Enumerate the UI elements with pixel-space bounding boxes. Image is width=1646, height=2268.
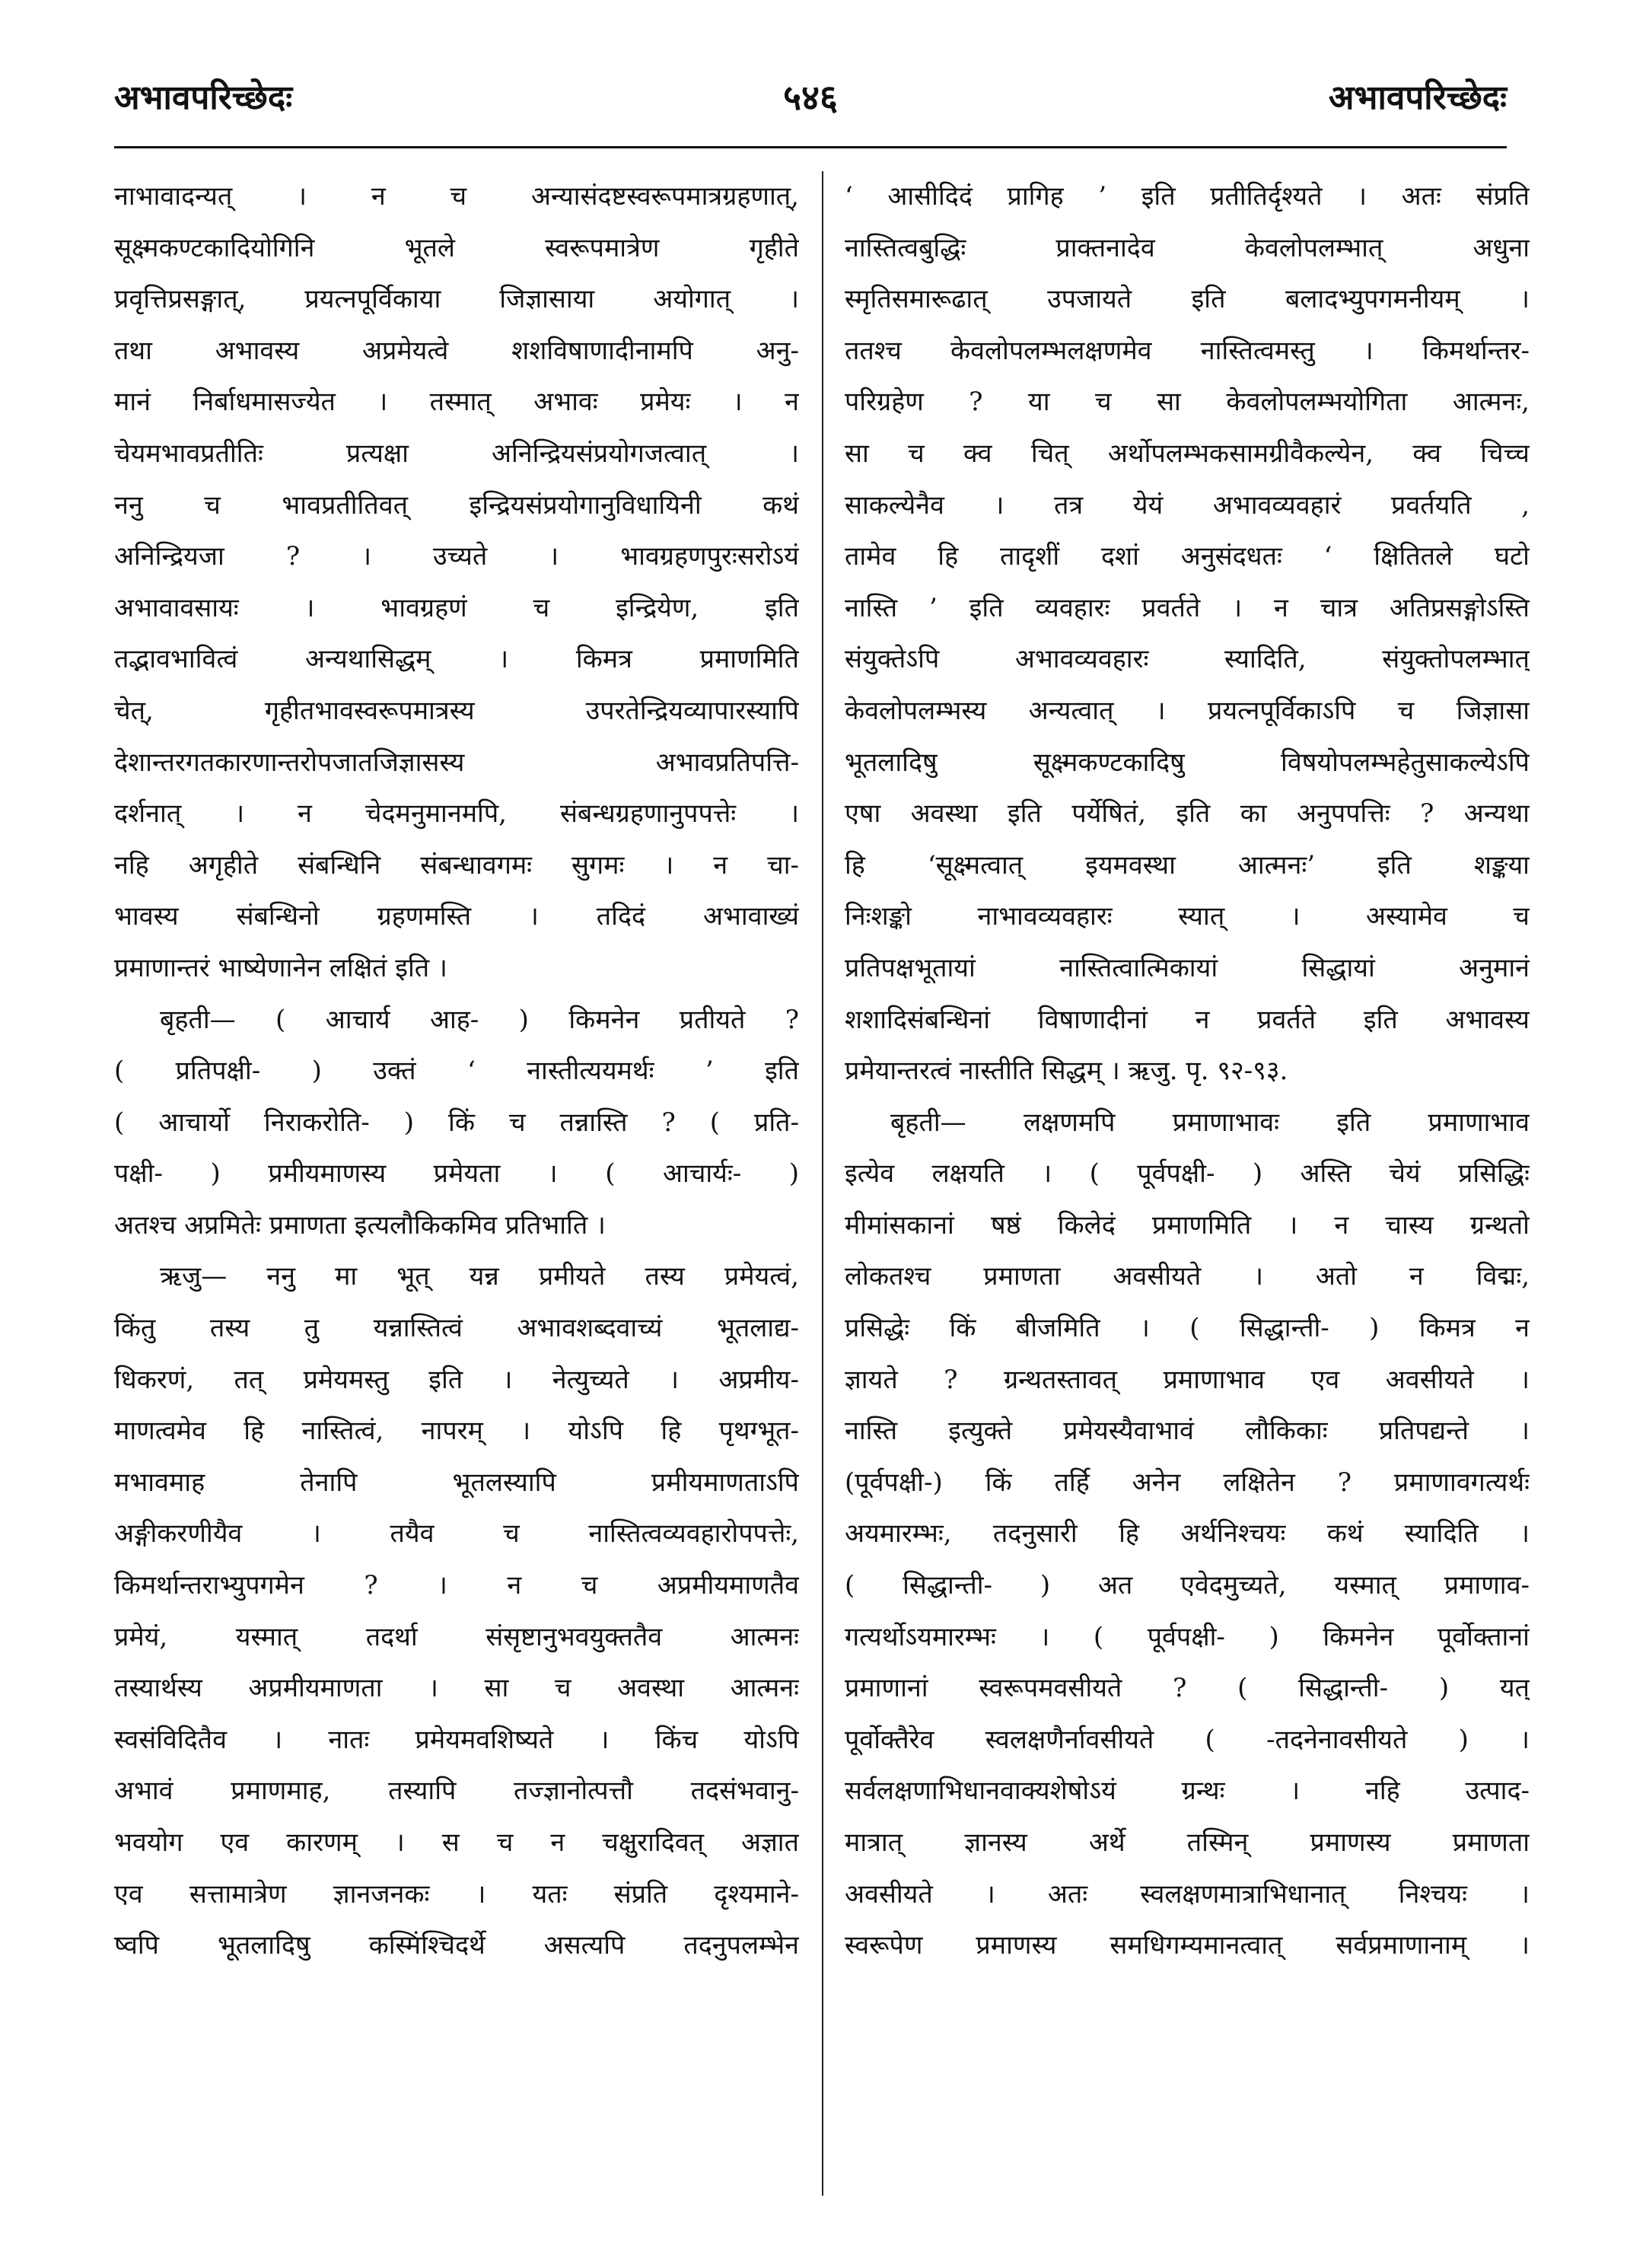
text-line: सूक्ष्मकण्टकादियोगिनि भूतले स्वरूपमात्रेण गृहीते — [114, 232, 799, 263]
text-line: माणत्वमेव हि नास्तित्वं, नापरम् । योऽपि हि पृथग्भूत- — [114, 1416, 799, 1447]
text-line: साकल्येनैव । तत्र येयं अभावव्यवहारं प्रवर्तयति , — [845, 489, 1530, 521]
text-line: लोकतश्च प्रमाणता अवसीयते । अतो न विद्मः, — [845, 1261, 1530, 1292]
text-line: चेत्, गृहीतभावस्वरूपमात्रस्य उपरतेन्द्रियव्यापारस्यापि — [114, 695, 799, 726]
text-line: एषा अवस्था इति पर्येषितं, इति का अनुपपत्तिः ? अन्यथा — [845, 798, 1530, 830]
text-line: निःशङ्को नाभावव्यवहारः स्यात् । अस्यामेव च — [845, 901, 1530, 932]
text-line: प्रमाणानां स्वरूपमवसीयते ? ( सिद्धान्ती- ) यत् — [845, 1673, 1530, 1704]
text-line: परिग्रहेण ? या च सा केवलोपलम्भयोगिता आत्मनः, — [845, 387, 1530, 418]
text-line: भूतलादिषु सूक्ष्मकण्टकादिषु विषयोपलम्भहेतुसाकल्येऽपि — [845, 747, 1530, 778]
text-line: नाभावादन्यत् । न च अन्यासंदष्टस्वरूपमात्रग्रहणात्, — [114, 181, 799, 212]
text-line: ‘ आसीदिदं प्रागिह ’ इति प्रतीतिर्दृश्यते । अतः संप्रति — [845, 181, 1530, 212]
text-line: एव सत्तामात्रेण ज्ञानजनकः । यतः संप्रति दृश्यमाने- — [114, 1878, 799, 1910]
text-line: प्रवृत्तिप्रसङ्गात्, प्रयत्नपूर्विकाया जिज्ञासाया अयोगात् । — [114, 284, 799, 315]
text-line: देशान्तरगतकारणान्तरोपजातजिज्ञासस्य अभावप्रतिपत्ति- — [114, 747, 799, 778]
text-line: मभावमाह तेनापि भूतलस्यापि प्रमीयमाणताऽपि — [114, 1467, 799, 1498]
text-line: ( आचार्यो निराकरोति- ) किं च तन्नास्ति ? ( प्रति- — [114, 1107, 799, 1138]
header-rule — [114, 146, 1507, 148]
text-line: अतश्च अप्रमितेः प्रमाणता इत्यलौकिकमिव प्रतिभाति । — [114, 1209, 606, 1241]
text-line: स्वरूपेण प्रमाणस्य समधिगम्यमानत्वात् सर्वप्रमाणानाम् । — [845, 1930, 1530, 1961]
text-line: (पूर्वपक्षी-) किं तर्हि अनेन लक्षितेन ? प्रमाणावगत्यर्थः — [845, 1467, 1530, 1498]
text-line: चेयमभावप्रतीतिः प्रत्यक्षा अनिन्द्रियसंप्रयोगजत्वात् । — [114, 438, 799, 469]
text-line: गत्यर्थोऽयमारम्भः । ( पूर्वपक्षी- ) किमनेन पूर्वोक्तानां — [845, 1621, 1530, 1652]
text-line: तस्यार्थस्य अप्रमीयमाणता । सा च अवस्था आत्मनः — [114, 1673, 799, 1704]
text-line: नास्ति इत्युक्ते प्रमेयस्यैवाभावं लौकिकाः प्रतिपद्यन्ते । — [845, 1416, 1530, 1447]
text-line: संयुक्तेऽपि अभावव्यवहारः स्यादिति, संयुक्तोपलम्भात् — [845, 644, 1530, 675]
text-line: दर्शनात् । न चेदमनुमानमपि, संबन्धग्रहणानुपपत्तेः । — [114, 798, 799, 830]
text-line: शशादिसंबन्धिनां विषाणादीनां न प्रवर्तते इति अभावस्य — [845, 1004, 1530, 1035]
text-line: सा च क्व चित् अर्थोपलम्भकसामग्रीवैकल्येन, क्व चिच्च — [845, 438, 1530, 469]
text-line: अनिन्द्रियजा ? । उच्यते । भावग्रहणपुरःसरोऽयं — [114, 541, 799, 572]
text-line: प्रमेयं, यस्मात् तदर्था संसृष्टानुभवयुक्ततैव आत्मनः — [114, 1621, 799, 1652]
text-line: ( सिद्धान्ती- ) अत एवेदमुच्यते, यस्मात् प्रमाणाव- — [845, 1570, 1530, 1601]
text-line: ननु च भावप्रतीतिवत् इन्द्रियसंप्रयोगानुविधायिनी कथं — [114, 489, 799, 521]
text-line: सर्वलक्षणाभिधानवाक्यशेषोऽयं ग्रन्थः । नहि उत्पाद- — [845, 1776, 1530, 1807]
text-line: स्वसंविदितैव । नातः प्रमेयमवशिष्यते । किंच योऽपि — [114, 1724, 799, 1755]
left-column — [114, 171, 799, 1972]
text-line: तामेव हि तादृशीं दशां अनुसंदधतः ‘ क्षितितले घटो — [845, 541, 1530, 572]
text-line: इत्येव लक्षयति । ( पूर्वपक्षी- ) अस्ति चेयं प्रसिद्धिः — [845, 1158, 1530, 1190]
column-divider — [822, 171, 823, 2196]
right-column — [845, 171, 1530, 1972]
text-line: प्रमाणान्तरं भाष्येणानेन लक्षितं इति । — [114, 952, 447, 983]
text-line: ष्वपि भूतलादिषु कस्मिंश्चिदर्थे असत्यपि तदनुपलम्भेन — [114, 1930, 799, 1961]
text-line: किंतु तस्य तु यन्नास्तित्वं अभावशब्दवाच्यं भूतलाद्य- — [114, 1313, 799, 1344]
text-line: किमर्थान्तराभ्युपगमेन ? । न च अप्रमीयमाणतैव — [114, 1570, 799, 1601]
text-line: अवसीयते । अतः स्वलक्षणमात्राभिधानात् निश्चयः । — [845, 1878, 1530, 1910]
text-line: तथा अभावस्य अप्रमेयत्वे शशविषाणादीनामपि अनु- — [114, 335, 799, 366]
text-line: धिकरणं, तत् प्रमेयमस्तु इति । नेत्युच्यते । अप्रमीय- — [114, 1364, 799, 1395]
text-line: पक्षी- ) प्रमीयमाणस्य प्रमेयता । ( आचार्यः- ) — [114, 1158, 799, 1190]
text-line: प्रसिद्धेः किं बीजमिति । ( सिद्धान्ती- ) किमत्र न — [845, 1313, 1530, 1344]
text-line: ऋजु— ननु मा भूत् यन्न प्रमीयते तस्य प्रमेयत्वं, — [160, 1261, 799, 1292]
text-line: मात्रात् ज्ञानस्य अर्थे तस्मिन् प्रमाणस्य प्रमाणता — [845, 1827, 1530, 1858]
text-line: नास्ति ’ इति व्यवहारः प्रवर्तते । न चात्र अतिप्रसङ्गोऽस्ति — [845, 592, 1530, 623]
text-line: अभावं प्रमाणमाह, तस्यापि तज्ज्ञानोत्पत्तौ तदसंभवानु- — [114, 1776, 799, 1807]
text-line: बृहती— लक्षणमपि प्रमाणाभावः इति प्रमाणाभाव — [890, 1107, 1530, 1138]
text-line: अभावावसायः । भावग्रहणं च इन्द्रियेण, इति — [114, 592, 799, 623]
text-line: स्मृतिसमारूढात् उपजायते इति बलादभ्युपगमनीयम् । — [845, 284, 1530, 315]
text-line: पूर्वोक्तैरेव स्वलक्षणैर्नावसीयते ( -तदनेनावसीयते ) । — [845, 1724, 1530, 1755]
page-number: ५४६ — [783, 77, 838, 118]
text-line: भवयोग एव कारणम् । स च न चक्षुरादिवत् अज्ञात — [114, 1827, 799, 1858]
text-line: नास्तित्वबुद्धिः प्राक्तनादेव केवलोपलम्भात् अधुना — [845, 232, 1530, 263]
text-line: अङ्गीकरणीयैव । तयैव च नास्तित्वव्यवहारोपपत्तेः, — [114, 1518, 799, 1550]
text-line: बृहती— ( आचार्य आह- ) किमनेन प्रतीयते ? — [160, 1004, 799, 1035]
running-head-left: अभावपरिच्छेदः — [114, 78, 293, 117]
running-head-right: अभावपरिच्छेदः — [1328, 78, 1507, 117]
text-line: तद्भावभावित्वं अन्यथासिद्धम् । किमत्र प्रमाणमिति — [114, 644, 799, 675]
page-header — [114, 73, 1507, 134]
text-line: मीमांसकानां षष्ठं किलेदं प्रमाणमिति । न चास्य ग्रन्थतो — [845, 1209, 1530, 1241]
text-line: केवलोपलम्भस्य अन्यत्वात् । प्रयत्नपूर्विकाऽपि च जिज्ञासा — [845, 695, 1530, 726]
text-line: भावस्य संबन्धिनो ग्रहणमस्ति । तदिदं अभावाख्यं — [114, 901, 799, 932]
text-line: ज्ञायते ? ग्रन्थतस्तावत् प्रमाणाभाव एव अवसीयते । — [845, 1364, 1530, 1395]
text-line: प्रमेयान्तरत्वं नास्तीति सिद्धम् । ऋजु. पृ. ९२-९३. — [845, 1056, 1288, 1087]
text-line: हि ‘सूक्ष्मत्वात् इयमवस्था आत्मनः’ इति शङ्कया — [845, 849, 1530, 881]
text-line: ( प्रतिपक्षी- ) उक्तं ‘ नास्तीत्ययमर्थः ’ इति — [114, 1056, 799, 1087]
text-line: नहि अगृहीते संबन्धिनि संबन्धावगमः सुगमः । न चा- — [114, 849, 799, 881]
text-line: मानं निर्बाधमासज्येत । तस्मात् अभावः प्रमेयः । न — [114, 387, 799, 418]
text-line: अयमारम्भः, तदनुसारी हि अर्थनिश्चयः कथं स्यादिति । — [845, 1518, 1530, 1550]
text-line: प्रतिपक्षभूतायां नास्तित्वात्मिकायां सिद्धायां अनुमानं — [845, 952, 1530, 983]
text-line: ततश्च केवलोपलम्भलक्षणमेव नास्तित्वमस्तु । किमर्थान्तर- — [845, 335, 1530, 366]
